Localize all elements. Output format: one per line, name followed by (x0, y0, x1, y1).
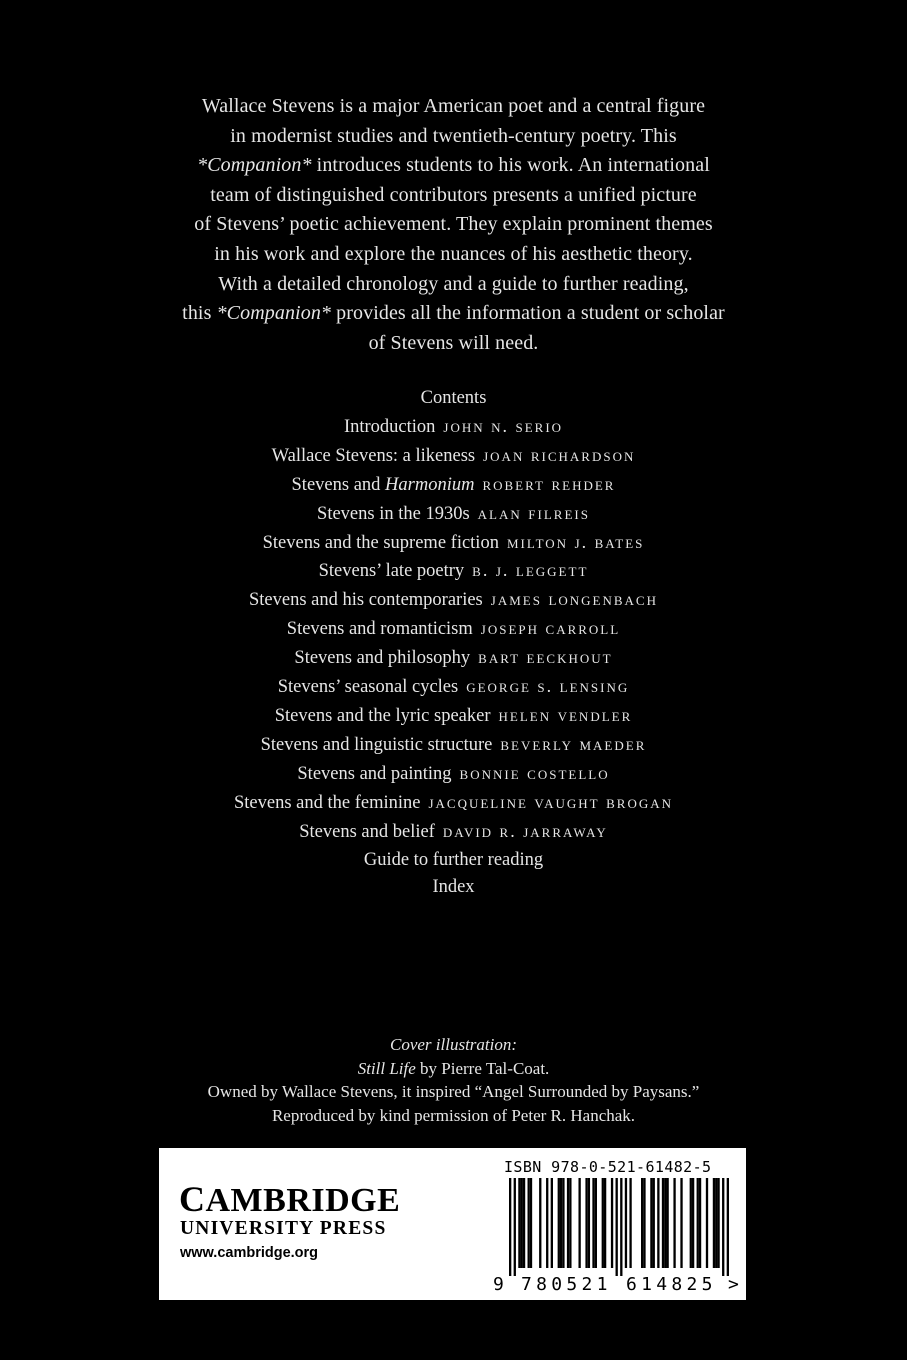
entry-author: james longenbach (490, 589, 658, 610)
contents-entry (0, 702, 907, 731)
contents-heading: Contents (420, 388, 487, 408)
entry-author: alan filreis (477, 502, 590, 523)
entry-author: beverly maeder (500, 733, 647, 754)
entry-author: jacqueline vaught brogan (428, 791, 674, 812)
entry-title: Stevens and the feminine (233, 792, 421, 813)
barcode-digit-lead: 9 (493, 1274, 504, 1295)
entry-author: john n. serio (443, 415, 564, 436)
barcode-bar (666, 1178, 668, 1268)
publisher-logo-subtitle: UNIVERSITY PRESS (180, 1218, 387, 1239)
barcode-bar (562, 1178, 564, 1268)
barcode-bar (653, 1178, 655, 1268)
barcode-bar (523, 1178, 525, 1268)
entry-title: Stevens in the 1930s (317, 503, 470, 524)
entry-title-italic: Harmonium (385, 474, 475, 495)
barcode-bar (641, 1178, 643, 1268)
barcode-bar (558, 1178, 560, 1268)
contents-entry (0, 731, 907, 760)
barcode-bar (602, 1178, 604, 1268)
entry-title: Stevens and the lyric speaker (274, 705, 491, 726)
barcode-bar (643, 1178, 645, 1268)
entry-title: Stevens’ late poetry (318, 561, 465, 582)
entry-author: joseph carroll (480, 618, 621, 639)
barcode-bar (657, 1178, 659, 1268)
entry-title: Stevens and (291, 474, 386, 495)
barcode-bar (560, 1178, 562, 1268)
blurb-line: of Stevens’ poetic achievement. They explain prominent themes (194, 213, 713, 236)
barcode-bar (662, 1178, 664, 1268)
barcode-bar (588, 1178, 590, 1268)
entry-title: Wallace Stevens: a likeness (271, 445, 476, 466)
entry-title: Stevens and belief (299, 821, 435, 842)
barcode-bar (629, 1178, 631, 1268)
credit-permission: Reproduced by kind permission of Peter R. Hanchak. (271, 1105, 636, 1125)
barcode-bar (611, 1178, 613, 1268)
entry-title: Stevens and philosophy (294, 648, 471, 669)
entry-title: Stevens and linguistic structure (260, 734, 493, 755)
barcode-bar (569, 1178, 571, 1268)
entry-author: bonnie costello (459, 762, 610, 783)
barcode-bar (625, 1178, 627, 1268)
blurb-line: *Companion* introduces students to his work. An international (197, 154, 710, 177)
entry-title: Stevens and romanticism (286, 619, 473, 640)
barcode-bar (514, 1178, 516, 1276)
barcode-bar (539, 1178, 541, 1268)
entry-author: b. j. leggett (472, 560, 589, 581)
contents-entry (0, 818, 907, 847)
barcode-bar (551, 1178, 553, 1268)
barcode-bar (604, 1178, 606, 1268)
contents-entry (0, 413, 907, 442)
barcode-bar (680, 1178, 682, 1268)
barcode-bar (546, 1178, 548, 1268)
entry-title: Stevens and painting (297, 763, 452, 784)
contents-entry (0, 471, 907, 500)
barcode (509, 1178, 729, 1276)
entry-title: Introduction (343, 416, 436, 437)
barcode-bar (717, 1178, 719, 1268)
entry-title: Stevens and his contemporaries (249, 590, 483, 611)
blurb-line: in his work and explore the nuances of his aesthetic theory. (214, 242, 693, 265)
entry-title: Stevens’ seasonal cycles (277, 677, 459, 698)
barcode-bar (722, 1178, 724, 1276)
entry-author: george s. lensing (466, 676, 630, 697)
contents-list (0, 385, 907, 902)
barcode-bar (616, 1178, 618, 1276)
contents-entry (0, 874, 907, 902)
blurb-line: in modernist studies and twentieth-century poetry. This (230, 124, 677, 147)
barcode-bar (509, 1178, 511, 1276)
contents-entry (0, 442, 907, 471)
barcode-bar (664, 1178, 666, 1268)
blurb-line: Wallace Stevens is a major American poet and a central figure (201, 95, 706, 117)
cover-credit (0, 1033, 907, 1127)
blurb-line: team of distinguished contributors presents a unified picture (210, 183, 697, 206)
barcode-bar (530, 1178, 532, 1268)
entry-title: Stevens and the supreme fiction (262, 532, 499, 553)
barcode-bar (528, 1178, 530, 1268)
blurb-line: With a detailed chronology and a guide to further reading, (218, 272, 689, 295)
contents-entry (0, 586, 907, 615)
contents-entry (0, 847, 907, 875)
entry-author: joan richardson (483, 444, 636, 465)
credit-work-by: by Pierre Tal-Coat. (415, 1058, 550, 1078)
contents-entry (0, 500, 907, 529)
entry-title: Guide to further reading (363, 849, 544, 870)
entry-author: david r. jarraway (442, 820, 608, 841)
contents-entry (0, 789, 907, 818)
barcode-bar (706, 1178, 708, 1268)
barcode-digits (493, 1274, 738, 1296)
barcode-bar (620, 1178, 622, 1276)
barcode-bar (595, 1178, 597, 1268)
contents-entry (0, 529, 907, 558)
publisher-url: www.cambridge.org (180, 1245, 319, 1261)
barcode-bar (592, 1178, 594, 1268)
barcode-bar (578, 1178, 580, 1268)
contents-entry (0, 673, 907, 702)
barcode-bar (727, 1178, 729, 1276)
contents-entry (0, 644, 907, 673)
blurb-line: this *Companion* provides all the information a student or scholar (182, 302, 725, 325)
barcode-bar (521, 1178, 523, 1268)
barcode-bar (518, 1178, 520, 1268)
barcode-digit-trail: > (728, 1274, 739, 1295)
barcode-bar (650, 1178, 652, 1268)
barcode-bar (713, 1178, 715, 1268)
barcode-digits-left: 780521 (521, 1274, 612, 1295)
blurb-text (140, 92, 767, 358)
barcode-bar (715, 1178, 717, 1268)
entry-title: Index (432, 877, 475, 898)
credit-work-title: Still Life (357, 1058, 416, 1078)
barcode-bar (697, 1178, 699, 1268)
barcode-bar (673, 1178, 675, 1268)
isbn-text: ISBN 978-0-521-61482-5 (504, 1158, 712, 1176)
entry-author: bart eeckhout (478, 647, 613, 668)
entry-author: helen vendler (498, 704, 633, 725)
contents-entry (0, 615, 907, 644)
entry-author: robert rehder (482, 473, 616, 494)
barcode-bar (690, 1178, 692, 1268)
credit-label: Cover illustration: (389, 1035, 518, 1054)
contents-entry (0, 760, 907, 789)
barcode-bar (567, 1178, 569, 1268)
credit-provenance: Owned by Wallace Stevens, it inspired “Angel Surrounded by Paysans.” (207, 1082, 700, 1101)
blurb-line: of Stevens will need. (368, 331, 539, 354)
publisher-logo-name: CAMBRIDGE (179, 1179, 401, 1219)
barcode-bar (699, 1178, 701, 1268)
contents-entry (0, 557, 907, 586)
barcode-digits-right: 614825 (626, 1274, 717, 1295)
publisher-panel (159, 1148, 746, 1300)
barcode-bar (585, 1178, 587, 1268)
barcode-bar (692, 1178, 694, 1268)
entry-author: milton j. bates (506, 531, 645, 552)
